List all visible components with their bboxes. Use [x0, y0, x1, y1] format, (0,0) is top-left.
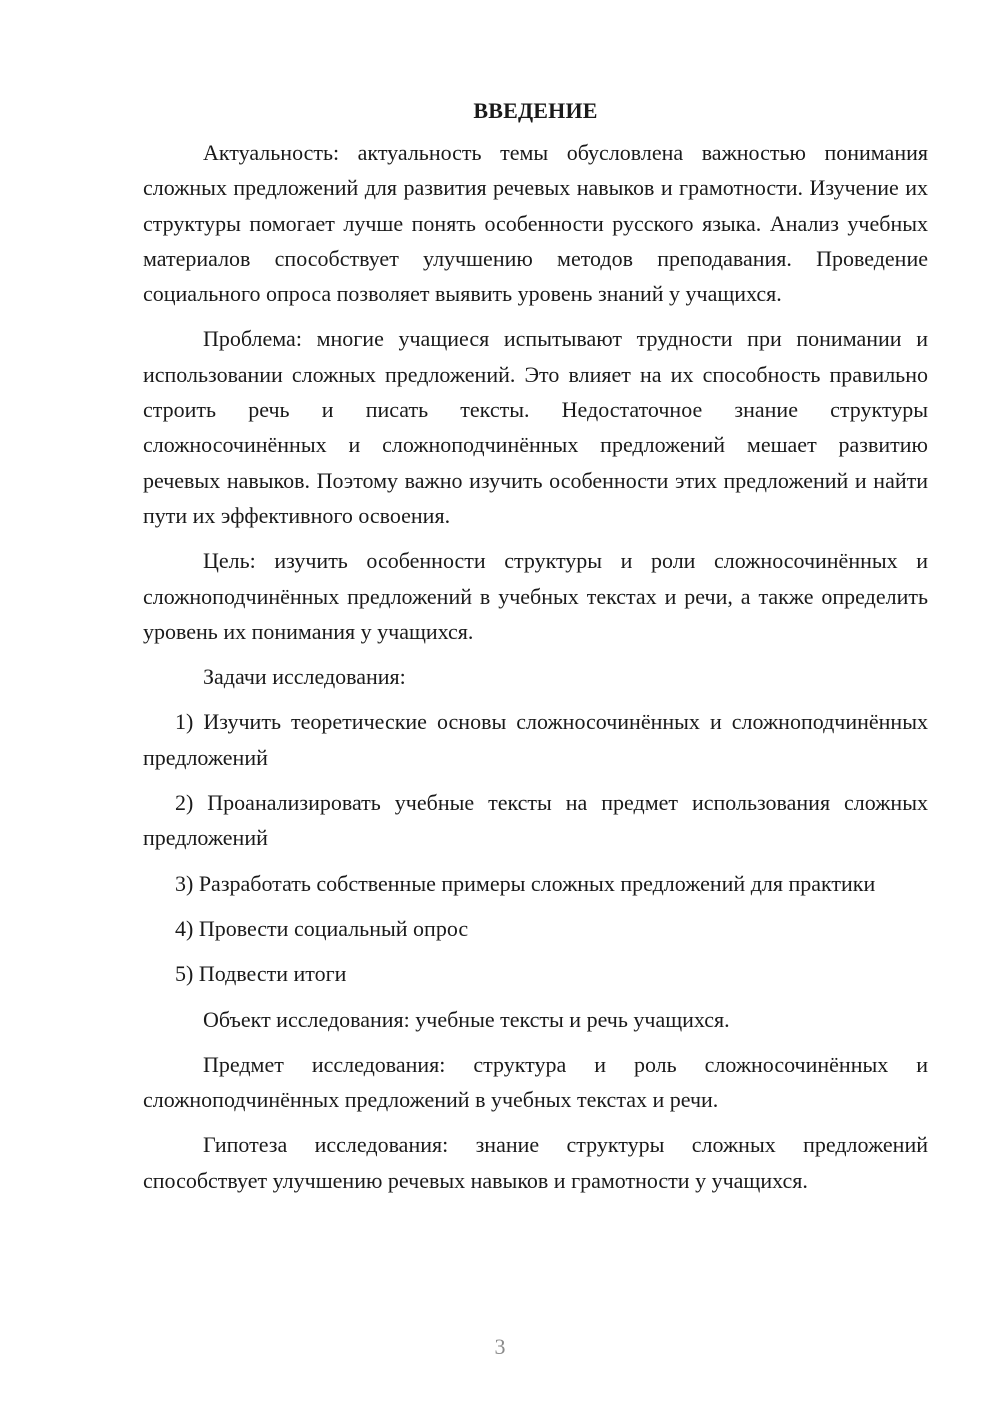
paragraph-goal: Цель: изучить особенности структуры и роли сложносочинённых и сложноподчинённых предложений в учебных текстах и речи, а также определить уровень их понимания у учащихся. [143, 548, 928, 644]
page-number: 3 [494, 1334, 506, 1359]
task-item: 1) Изучить теоретические основы сложносочинённых и сложноподчинённых предложений [143, 709, 928, 770]
task-item: 3) Разработать собственные примеры сложных предложений для практики [175, 870, 876, 896]
section-heading: ВВЕДЕНИЕ [473, 98, 598, 123]
tasks-list [143, 704, 928, 991]
task-item: 4) Провести социальный опрос [175, 915, 469, 941]
paragraph-subject: Предмет исследования: структура и роль сложносочинённых и сложноподчинённых предложений в учебных текстах и речи. [143, 1051, 928, 1113]
paragraph-problem: Проблема: многие учащиеся испытывают трудности при понимании и использовании сложных предложений. Это влияет на их способность правильно строить речь и писать тексты. Недостаточное знание структуры сложносочинённых и сложноподчинённых предложений мешает развитию речевых навыков. Поэтому важно изучить особенности этих предложений и найти пути их эффективного освоения. [143, 326, 928, 528]
paragraph-object: Объект исследования: учебные тексты и речь учащихся. [203, 1006, 730, 1032]
task-item: 5) Подвести итоги [175, 961, 347, 987]
paragraph-tasks-intro: Задачи исследования: [203, 664, 406, 690]
paragraph-relevance: Актуальность: актуальность темы обусловлена важностью понимания сложных предложений для развития речевых навыков и грамотности. Изучение их структуры помогает лучше понять особенности русского языка. Анализ учебных материалов способствует улучшению методов преподавания. Проведение социального опроса позволяет выявить уровень знаний у учащихся. [143, 140, 928, 307]
paragraph-hypothesis: Гипотеза исследования: знание структуры сложных предложений способствует улучшению речевых навыков и грамотности у учащихся. [143, 1132, 928, 1193]
page-content [143, 93, 928, 1208]
task-item: 2) Проанализировать учебные тексты на предмет использования сложных предложений [143, 790, 928, 851]
